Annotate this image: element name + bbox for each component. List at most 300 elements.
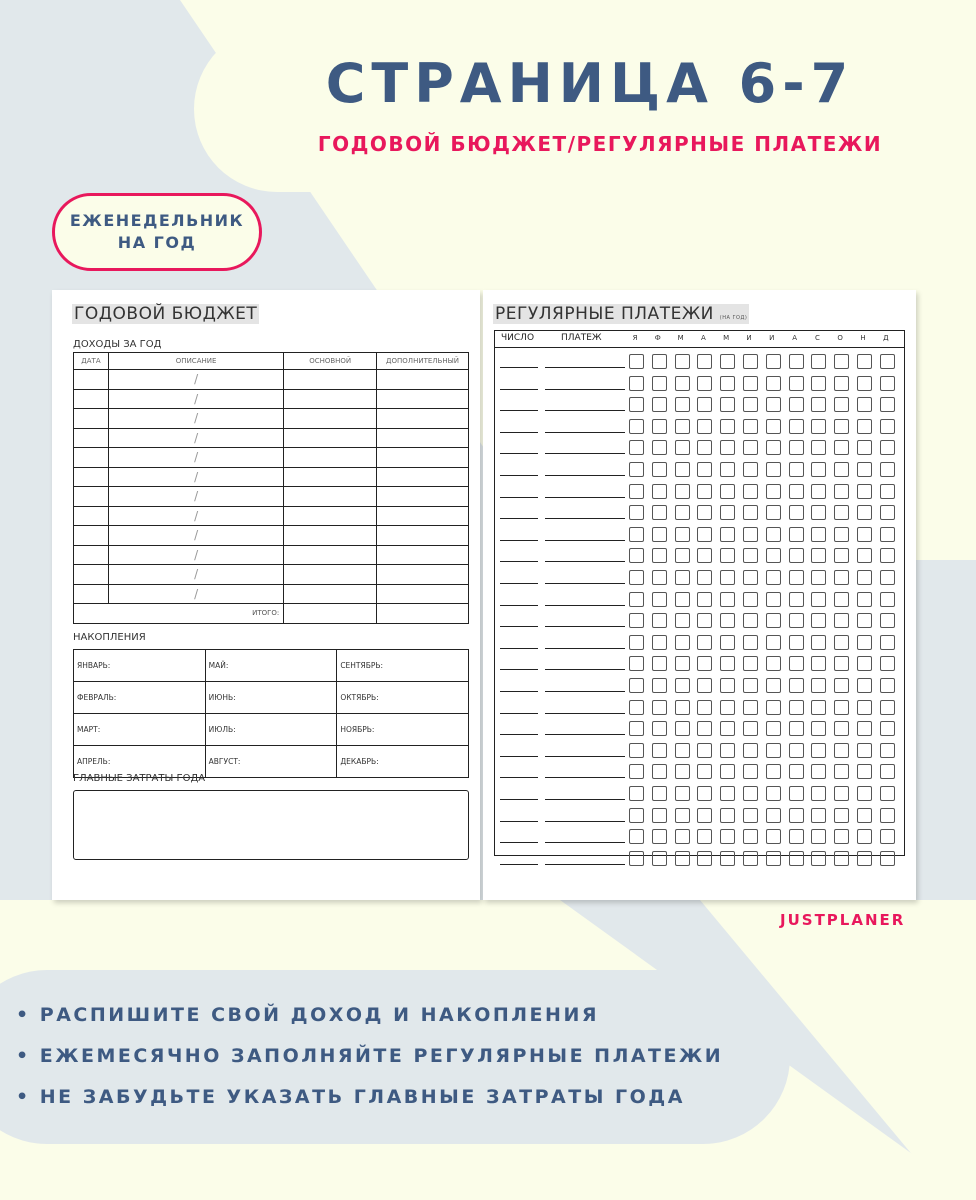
payment-checkbox[interactable] xyxy=(652,419,667,434)
payment-date-line[interactable] xyxy=(500,799,538,800)
payment-date-line[interactable] xyxy=(500,669,538,670)
payment-checkbox[interactable] xyxy=(629,570,644,585)
payment-checkbox[interactable] xyxy=(880,613,895,628)
payment-date-line[interactable] xyxy=(500,540,538,541)
payment-checkbox[interactable] xyxy=(675,808,690,823)
payment-checkbox[interactable] xyxy=(720,376,735,391)
payment-checkbox[interactable] xyxy=(697,397,712,412)
payment-checkbox[interactable] xyxy=(834,635,849,650)
payment-checkbox[interactable] xyxy=(834,440,849,455)
payment-checkbox[interactable] xyxy=(629,808,644,823)
savings-month-cell[interactable]: НОЯБРЬ: xyxy=(337,714,469,746)
payment-checkbox[interactable] xyxy=(697,635,712,650)
payment-checkbox[interactable] xyxy=(743,808,758,823)
main-cell[interactable] xyxy=(284,487,377,507)
payment-checkbox[interactable] xyxy=(629,548,644,563)
payment-checkbox[interactable] xyxy=(880,440,895,455)
payment-checkbox[interactable] xyxy=(629,462,644,477)
payment-name-line[interactable] xyxy=(545,453,625,454)
payment-checkbox[interactable] xyxy=(880,808,895,823)
payment-checkbox[interactable] xyxy=(766,808,781,823)
date-cell[interactable] xyxy=(74,487,109,507)
payment-checkbox[interactable] xyxy=(880,656,895,671)
description-cell[interactable]: / xyxy=(108,428,283,448)
payment-name-line[interactable] xyxy=(545,626,625,627)
payment-checkbox[interactable] xyxy=(697,613,712,628)
payment-checkbox[interactable] xyxy=(789,721,804,736)
payment-checkbox[interactable] xyxy=(652,505,667,520)
payment-checkbox[interactable] xyxy=(811,656,826,671)
payment-name-line[interactable] xyxy=(545,583,625,584)
payment-checkbox[interactable] xyxy=(720,613,735,628)
payment-checkbox[interactable] xyxy=(880,570,895,585)
additional-cell[interactable] xyxy=(377,389,469,409)
payment-checkbox[interactable] xyxy=(834,721,849,736)
payment-checkbox[interactable] xyxy=(789,440,804,455)
payment-checkbox[interactable] xyxy=(766,397,781,412)
payment-checkbox[interactable] xyxy=(789,635,804,650)
payment-checkbox[interactable] xyxy=(652,678,667,693)
payment-checkbox[interactable] xyxy=(834,678,849,693)
payment-checkbox[interactable] xyxy=(880,397,895,412)
payment-checkbox[interactable] xyxy=(766,354,781,369)
payment-checkbox[interactable] xyxy=(743,656,758,671)
payment-checkbox[interactable] xyxy=(766,570,781,585)
additional-cell[interactable] xyxy=(377,545,469,565)
payment-checkbox[interactable] xyxy=(629,376,644,391)
payment-checkbox[interactable] xyxy=(766,527,781,542)
payment-checkbox[interactable] xyxy=(743,397,758,412)
payment-name-line[interactable] xyxy=(545,864,625,865)
savings-month-cell[interactable]: ОКТЯБРЬ: xyxy=(337,682,469,714)
payment-checkbox[interactable] xyxy=(811,570,826,585)
main-cell[interactable] xyxy=(284,389,377,409)
payment-checkbox[interactable] xyxy=(766,613,781,628)
payment-checkbox[interactable] xyxy=(834,570,849,585)
additional-cell[interactable] xyxy=(377,448,469,468)
payment-checkbox[interactable] xyxy=(834,700,849,715)
payment-checkbox[interactable] xyxy=(675,743,690,758)
payment-name-line[interactable] xyxy=(545,518,625,519)
payment-checkbox[interactable] xyxy=(675,505,690,520)
payment-checkbox[interactable] xyxy=(880,376,895,391)
payment-checkbox[interactable] xyxy=(697,440,712,455)
main-cell[interactable] xyxy=(284,370,377,390)
payment-checkbox[interactable] xyxy=(697,484,712,499)
payment-checkbox[interactable] xyxy=(675,721,690,736)
payment-checkbox[interactable] xyxy=(857,721,872,736)
savings-month-cell[interactable]: МАЙ: xyxy=(205,650,337,682)
payment-checkbox[interactable] xyxy=(720,354,735,369)
payment-checkbox[interactable] xyxy=(857,700,872,715)
payment-checkbox[interactable] xyxy=(811,700,826,715)
payment-checkbox[interactable] xyxy=(720,635,735,650)
payment-checkbox[interactable] xyxy=(811,829,826,844)
payment-checkbox[interactable] xyxy=(789,851,804,866)
payment-checkbox[interactable] xyxy=(766,462,781,477)
additional-cell[interactable] xyxy=(377,428,469,448)
payment-name-line[interactable] xyxy=(545,605,625,606)
main-cell[interactable] xyxy=(284,565,377,585)
payment-checkbox[interactable] xyxy=(811,548,826,563)
payment-checkbox[interactable] xyxy=(789,354,804,369)
payment-checkbox[interactable] xyxy=(697,462,712,477)
payment-checkbox[interactable] xyxy=(766,548,781,563)
payment-checkbox[interactable] xyxy=(766,656,781,671)
payment-checkbox[interactable] xyxy=(880,851,895,866)
payment-checkbox[interactable] xyxy=(857,678,872,693)
payment-checkbox[interactable] xyxy=(652,570,667,585)
description-cell[interactable]: / xyxy=(108,448,283,468)
payment-checkbox[interactable] xyxy=(743,829,758,844)
payment-date-line[interactable] xyxy=(500,713,538,714)
additional-cell[interactable] xyxy=(377,506,469,526)
payment-checkbox[interactable] xyxy=(629,786,644,801)
payment-date-line[interactable] xyxy=(500,583,538,584)
payment-checkbox[interactable] xyxy=(834,656,849,671)
payment-checkbox[interactable] xyxy=(629,678,644,693)
description-cell[interactable]: / xyxy=(108,409,283,429)
savings-month-cell[interactable]: ИЮНЬ: xyxy=(205,682,337,714)
payment-checkbox[interactable] xyxy=(766,743,781,758)
payment-checkbox[interactable] xyxy=(743,419,758,434)
payment-name-line[interactable] xyxy=(545,648,625,649)
payment-checkbox[interactable] xyxy=(880,721,895,736)
payment-checkbox[interactable] xyxy=(629,397,644,412)
payment-checkbox[interactable] xyxy=(743,548,758,563)
payment-checkbox[interactable] xyxy=(811,786,826,801)
payment-name-line[interactable] xyxy=(545,756,625,757)
payment-checkbox[interactable] xyxy=(811,851,826,866)
payment-checkbox[interactable] xyxy=(629,700,644,715)
payment-checkbox[interactable] xyxy=(880,635,895,650)
payment-checkbox[interactable] xyxy=(766,419,781,434)
payment-checkbox[interactable] xyxy=(811,527,826,542)
payment-checkbox[interactable] xyxy=(834,527,849,542)
payment-checkbox[interactable] xyxy=(857,613,872,628)
main-cell[interactable] xyxy=(284,526,377,546)
payment-checkbox[interactable] xyxy=(857,851,872,866)
payment-checkbox[interactable] xyxy=(880,829,895,844)
payment-checkbox[interactable] xyxy=(789,592,804,607)
payment-checkbox[interactable] xyxy=(857,419,872,434)
payment-checkbox[interactable] xyxy=(675,851,690,866)
payment-checkbox[interactable] xyxy=(834,764,849,779)
payment-checkbox[interactable] xyxy=(857,462,872,477)
payment-checkbox[interactable] xyxy=(766,592,781,607)
payment-checkbox[interactable] xyxy=(880,462,895,477)
payment-name-line[interactable] xyxy=(545,713,625,714)
payment-checkbox[interactable] xyxy=(675,700,690,715)
payment-checkbox[interactable] xyxy=(766,484,781,499)
payment-date-line[interactable] xyxy=(500,605,538,606)
payment-checkbox[interactable] xyxy=(743,354,758,369)
payment-checkbox[interactable] xyxy=(629,527,644,542)
payment-checkbox[interactable] xyxy=(880,484,895,499)
payment-checkbox[interactable] xyxy=(629,656,644,671)
payment-checkbox[interactable] xyxy=(857,505,872,520)
payment-name-line[interactable] xyxy=(545,540,625,541)
payment-name-line[interactable] xyxy=(545,389,625,390)
payment-checkbox[interactable] xyxy=(834,462,849,477)
payment-checkbox[interactable] xyxy=(857,527,872,542)
payment-checkbox[interactable] xyxy=(743,570,758,585)
payment-date-line[interactable] xyxy=(500,821,538,822)
payment-checkbox[interactable] xyxy=(652,592,667,607)
total-main-cell[interactable] xyxy=(284,604,377,624)
description-cell[interactable]: / xyxy=(108,487,283,507)
payment-checkbox[interactable] xyxy=(789,570,804,585)
payment-checkbox[interactable] xyxy=(880,419,895,434)
payment-checkbox[interactable] xyxy=(789,376,804,391)
additional-cell[interactable] xyxy=(377,487,469,507)
date-cell[interactable] xyxy=(74,467,109,487)
payment-checkbox[interactable] xyxy=(720,656,735,671)
payment-checkbox[interactable] xyxy=(652,743,667,758)
payment-checkbox[interactable] xyxy=(789,484,804,499)
description-cell[interactable]: / xyxy=(108,370,283,390)
payment-checkbox[interactable] xyxy=(789,548,804,563)
payment-checkbox[interactable] xyxy=(766,764,781,779)
payment-checkbox[interactable] xyxy=(720,462,735,477)
payment-checkbox[interactable] xyxy=(743,764,758,779)
payment-checkbox[interactable] xyxy=(880,764,895,779)
payment-checkbox[interactable] xyxy=(629,354,644,369)
date-cell[interactable] xyxy=(74,448,109,468)
payment-checkbox[interactable] xyxy=(675,678,690,693)
payment-checkbox[interactable] xyxy=(720,505,735,520)
payment-checkbox[interactable] xyxy=(720,808,735,823)
payment-date-line[interactable] xyxy=(500,691,538,692)
payment-checkbox[interactable] xyxy=(675,656,690,671)
payment-checkbox[interactable] xyxy=(697,548,712,563)
date-cell[interactable] xyxy=(74,584,109,604)
payment-checkbox[interactable] xyxy=(720,678,735,693)
payment-checkbox[interactable] xyxy=(811,613,826,628)
description-cell[interactable]: / xyxy=(108,506,283,526)
payment-checkbox[interactable] xyxy=(789,527,804,542)
payment-checkbox[interactable] xyxy=(880,786,895,801)
payment-checkbox[interactable] xyxy=(629,505,644,520)
payment-checkbox[interactable] xyxy=(789,505,804,520)
payment-checkbox[interactable] xyxy=(766,678,781,693)
payment-name-line[interactable] xyxy=(545,691,625,692)
payment-date-line[interactable] xyxy=(500,648,538,649)
payment-checkbox[interactable] xyxy=(789,613,804,628)
payment-checkbox[interactable] xyxy=(652,700,667,715)
additional-cell[interactable] xyxy=(377,409,469,429)
payment-checkbox[interactable] xyxy=(652,613,667,628)
payment-checkbox[interactable] xyxy=(629,419,644,434)
payment-name-line[interactable] xyxy=(545,561,625,562)
payment-checkbox[interactable] xyxy=(697,764,712,779)
payment-checkbox[interactable] xyxy=(697,808,712,823)
payment-checkbox[interactable] xyxy=(834,484,849,499)
payment-checkbox[interactable] xyxy=(697,678,712,693)
payment-checkbox[interactable] xyxy=(811,635,826,650)
additional-cell[interactable] xyxy=(377,565,469,585)
main-cell[interactable] xyxy=(284,428,377,448)
date-cell[interactable] xyxy=(74,526,109,546)
payment-name-line[interactable] xyxy=(545,734,625,735)
payment-date-line[interactable] xyxy=(500,475,538,476)
payment-date-line[interactable] xyxy=(500,561,538,562)
payment-checkbox[interactable] xyxy=(652,548,667,563)
payment-checkbox[interactable] xyxy=(880,354,895,369)
payment-checkbox[interactable] xyxy=(834,851,849,866)
payment-checkbox[interactable] xyxy=(834,548,849,563)
payment-checkbox[interactable] xyxy=(652,440,667,455)
payment-checkbox[interactable] xyxy=(652,635,667,650)
payment-checkbox[interactable] xyxy=(857,743,872,758)
payment-name-line[interactable] xyxy=(545,432,625,433)
payment-checkbox[interactable] xyxy=(857,354,872,369)
payment-checkbox[interactable] xyxy=(743,592,758,607)
payment-checkbox[interactable] xyxy=(766,700,781,715)
payment-checkbox[interactable] xyxy=(629,851,644,866)
payment-checkbox[interactable] xyxy=(697,829,712,844)
payment-checkbox[interactable] xyxy=(834,397,849,412)
payment-checkbox[interactable] xyxy=(743,527,758,542)
payment-checkbox[interactable] xyxy=(720,786,735,801)
payment-checkbox[interactable] xyxy=(789,829,804,844)
payment-checkbox[interactable] xyxy=(697,851,712,866)
payment-checkbox[interactable] xyxy=(675,462,690,477)
payment-checkbox[interactable] xyxy=(697,527,712,542)
payment-name-line[interactable] xyxy=(545,410,625,411)
payment-checkbox[interactable] xyxy=(652,376,667,391)
payment-checkbox[interactable] xyxy=(766,786,781,801)
payment-checkbox[interactable] xyxy=(789,397,804,412)
payment-checkbox[interactable] xyxy=(857,570,872,585)
payment-checkbox[interactable] xyxy=(629,721,644,736)
payment-checkbox[interactable] xyxy=(720,440,735,455)
payment-checkbox[interactable] xyxy=(857,656,872,671)
savings-month-cell[interactable]: МАРТ: xyxy=(74,714,206,746)
payment-checkbox[interactable] xyxy=(629,484,644,499)
payment-checkbox[interactable] xyxy=(766,440,781,455)
payment-checkbox[interactable] xyxy=(720,743,735,758)
payment-checkbox[interactable] xyxy=(811,764,826,779)
payment-checkbox[interactable] xyxy=(857,592,872,607)
payment-checkbox[interactable] xyxy=(675,829,690,844)
payment-checkbox[interactable] xyxy=(697,505,712,520)
payment-checkbox[interactable] xyxy=(720,851,735,866)
payment-checkbox[interactable] xyxy=(743,462,758,477)
payment-checkbox[interactable] xyxy=(697,354,712,369)
payment-checkbox[interactable] xyxy=(811,743,826,758)
payment-checkbox[interactable] xyxy=(629,613,644,628)
payment-checkbox[interactable] xyxy=(675,592,690,607)
payment-checkbox[interactable] xyxy=(675,548,690,563)
description-cell[interactable]: / xyxy=(108,565,283,585)
payment-checkbox[interactable] xyxy=(743,484,758,499)
payment-checkbox[interactable] xyxy=(629,635,644,650)
payment-checkbox[interactable] xyxy=(834,505,849,520)
payment-checkbox[interactable] xyxy=(743,700,758,715)
payment-checkbox[interactable] xyxy=(652,354,667,369)
description-cell[interactable]: / xyxy=(108,545,283,565)
payment-checkbox[interactable] xyxy=(880,592,895,607)
date-cell[interactable] xyxy=(74,506,109,526)
payment-checkbox[interactable] xyxy=(629,829,644,844)
payment-checkbox[interactable] xyxy=(811,440,826,455)
payment-checkbox[interactable] xyxy=(766,851,781,866)
description-cell[interactable]: / xyxy=(108,584,283,604)
payment-date-line[interactable] xyxy=(500,756,538,757)
payment-checkbox[interactable] xyxy=(675,419,690,434)
main-cell[interactable] xyxy=(284,409,377,429)
payment-checkbox[interactable] xyxy=(652,851,667,866)
payment-checkbox[interactable] xyxy=(811,376,826,391)
payment-checkbox[interactable] xyxy=(811,721,826,736)
payment-checkbox[interactable] xyxy=(743,743,758,758)
payment-checkbox[interactable] xyxy=(811,505,826,520)
payment-checkbox[interactable] xyxy=(720,570,735,585)
payment-checkbox[interactable] xyxy=(720,548,735,563)
payment-checkbox[interactable] xyxy=(675,484,690,499)
payment-checkbox[interactable] xyxy=(880,700,895,715)
date-cell[interactable] xyxy=(74,370,109,390)
payment-checkbox[interactable] xyxy=(720,527,735,542)
expenses-field[interactable] xyxy=(73,790,469,860)
payment-checkbox[interactable] xyxy=(675,397,690,412)
description-cell[interactable]: / xyxy=(108,389,283,409)
payment-checkbox[interactable] xyxy=(675,613,690,628)
payment-checkbox[interactable] xyxy=(652,829,667,844)
payment-checkbox[interactable] xyxy=(652,808,667,823)
payment-checkbox[interactable] xyxy=(743,721,758,736)
main-cell[interactable] xyxy=(284,448,377,468)
payment-checkbox[interactable] xyxy=(629,764,644,779)
payment-name-line[interactable] xyxy=(545,475,625,476)
payment-checkbox[interactable] xyxy=(880,678,895,693)
savings-month-cell[interactable]: АПРЕЛЬ: xyxy=(74,746,206,778)
payment-checkbox[interactable] xyxy=(720,592,735,607)
payment-checkbox[interactable] xyxy=(675,527,690,542)
payment-checkbox[interactable] xyxy=(811,419,826,434)
payment-checkbox[interactable] xyxy=(720,764,735,779)
payment-date-line[interactable] xyxy=(500,367,538,368)
payment-checkbox[interactable] xyxy=(675,440,690,455)
payment-checkbox[interactable] xyxy=(857,376,872,391)
payment-checkbox[interactable] xyxy=(834,786,849,801)
payment-checkbox[interactable] xyxy=(857,548,872,563)
payment-checkbox[interactable] xyxy=(811,484,826,499)
payment-checkbox[interactable] xyxy=(629,743,644,758)
date-cell[interactable] xyxy=(74,545,109,565)
date-cell[interactable] xyxy=(74,389,109,409)
payment-name-line[interactable] xyxy=(545,497,625,498)
payment-checkbox[interactable] xyxy=(857,440,872,455)
payment-checkbox[interactable] xyxy=(789,764,804,779)
payment-checkbox[interactable] xyxy=(811,808,826,823)
payment-date-line[interactable] xyxy=(500,432,538,433)
payment-name-line[interactable] xyxy=(545,669,625,670)
additional-cell[interactable] xyxy=(377,467,469,487)
payment-checkbox[interactable] xyxy=(675,764,690,779)
payment-checkbox[interactable] xyxy=(834,808,849,823)
payment-checkbox[interactable] xyxy=(720,484,735,499)
payment-checkbox[interactable] xyxy=(720,829,735,844)
payment-checkbox[interactable] xyxy=(675,786,690,801)
payment-checkbox[interactable] xyxy=(789,743,804,758)
payment-checkbox[interactable] xyxy=(697,743,712,758)
payment-name-line[interactable] xyxy=(545,367,625,368)
payment-checkbox[interactable] xyxy=(834,743,849,758)
payment-checkbox[interactable] xyxy=(834,419,849,434)
payment-checkbox[interactable] xyxy=(766,829,781,844)
